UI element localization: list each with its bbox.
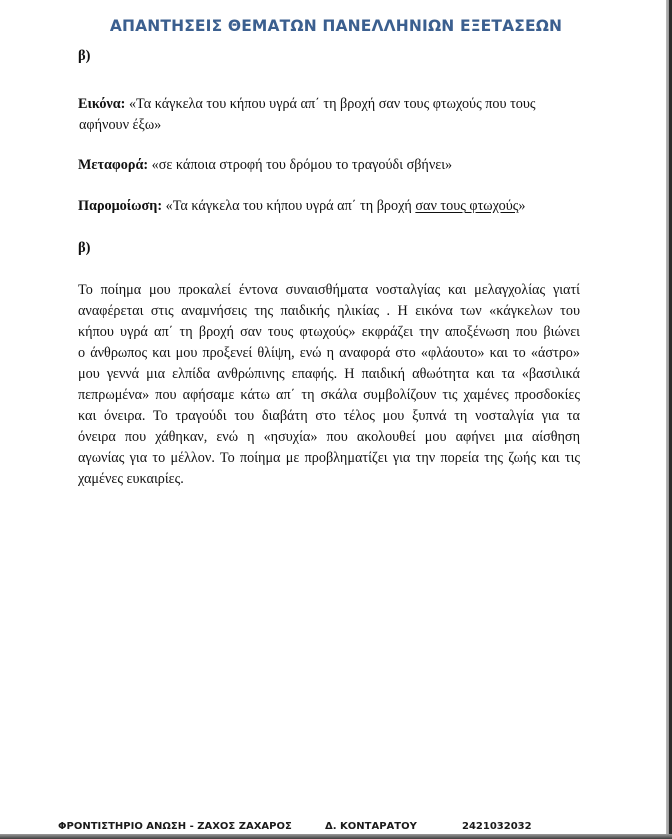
answer-line: πεπρωμένα» που αφήσαμε κάτω απ΄ τη σκάλα συμβολίζουν τις χαμένες προσδοκίες bbox=[78, 387, 580, 403]
simile-label: Παρομοίωση: bbox=[78, 198, 163, 214]
metaphor-text: «σε κάποια στροφή του δρόμου το τραγούδι σβήνει» bbox=[148, 157, 453, 173]
footer-phone: 2421032032 bbox=[462, 821, 532, 832]
document-body bbox=[78, 46, 580, 490]
answer-line: Το ποίημα μου προκαλεί έντονα συναισθήματα νοσταλγίας και μελαγχολίας γιατί bbox=[78, 282, 580, 298]
section-heading-1: β) bbox=[78, 48, 91, 64]
answer-line: και όνειρα. Το τραγούδι του διαβάτη στο τέλος μου ξυπνά τη νοσταλγία για τα bbox=[78, 408, 580, 424]
image-text-2: αφήνουν έξω» bbox=[79, 117, 162, 133]
simile-underlined-text: σαν τους φτωχούς bbox=[415, 198, 519, 214]
page-footer bbox=[0, 821, 672, 835]
answer-paragraph bbox=[78, 280, 580, 490]
image-line-1 bbox=[78, 94, 580, 115]
answer-line: αναφέρεται στις αναμνήσεις της παιδικής ηλικίας . Η εικόνα των «κάγκελων του bbox=[78, 303, 580, 319]
answer-line: όνειρα που χάθηκαν, ενώ η «ησυχία» που ακολουθεί μου αφήνει μια αίσθηση bbox=[78, 429, 580, 445]
answer-line: κήπου υγρά απ΄ τη βροχή σαν τους φτωχούς» εκφράζει την αποξένωση που βιώνει bbox=[78, 324, 580, 340]
page-title: ΑΠΑΝΤΗΣΕΙΣ ΘΕΜΑΤΩΝ ΠΑΝΕΛΛΗΝΙΩΝ ΕΞΕΤΑΣΕΩΝ bbox=[109, 17, 563, 35]
footer-school: ΦΡΟΝΤΙΣΤΗΡΙΟ ΑΝΩΣΗ - ΖΑΧΟΣ ΖΑΧΑΡΟΣ bbox=[58, 821, 292, 832]
simile-text-before: «Τα κάγκελα του κήπου υγρά απ΄ τη βροχή bbox=[162, 198, 416, 214]
answer-line: χαμένες ευκαιρίες. bbox=[78, 471, 184, 487]
image-label: Εικόνα: bbox=[78, 96, 126, 112]
image-line-2 bbox=[78, 115, 580, 136]
answer-line: αγωνίας για το μέλλον. Το ποίημα με προβληματίζει για την πορεία της ζωής και τις bbox=[78, 450, 580, 466]
section-heading-2: β) bbox=[78, 240, 91, 256]
image-text-1: «Τα κάγκελα του κήπου υγρά απ΄ τη βροχή σαν τους φτωχούς που τους bbox=[125, 96, 536, 112]
footer-address: Δ. ΚΟΝΤΑΡΑΤΟΥ bbox=[325, 821, 417, 832]
image-paragraph bbox=[78, 94, 580, 136]
metaphor-paragraph bbox=[78, 155, 580, 176]
metaphor-label: Μεταφορά: bbox=[78, 157, 149, 173]
answer-line: μου γεννά μια ελπίδα ανθρώπινης επαφής. Η παιδική αθωότητα και τα «βασιλικά bbox=[78, 366, 580, 382]
simile-text-after: » bbox=[518, 198, 526, 214]
answer-line: ο άνθρωπος και μου προξενεί θλίψη, ενώ η αναφορά στο «φλάουτο» και το «άστρο» bbox=[78, 345, 580, 361]
page-edge-right bbox=[666, 0, 672, 839]
simile-paragraph bbox=[78, 196, 580, 217]
